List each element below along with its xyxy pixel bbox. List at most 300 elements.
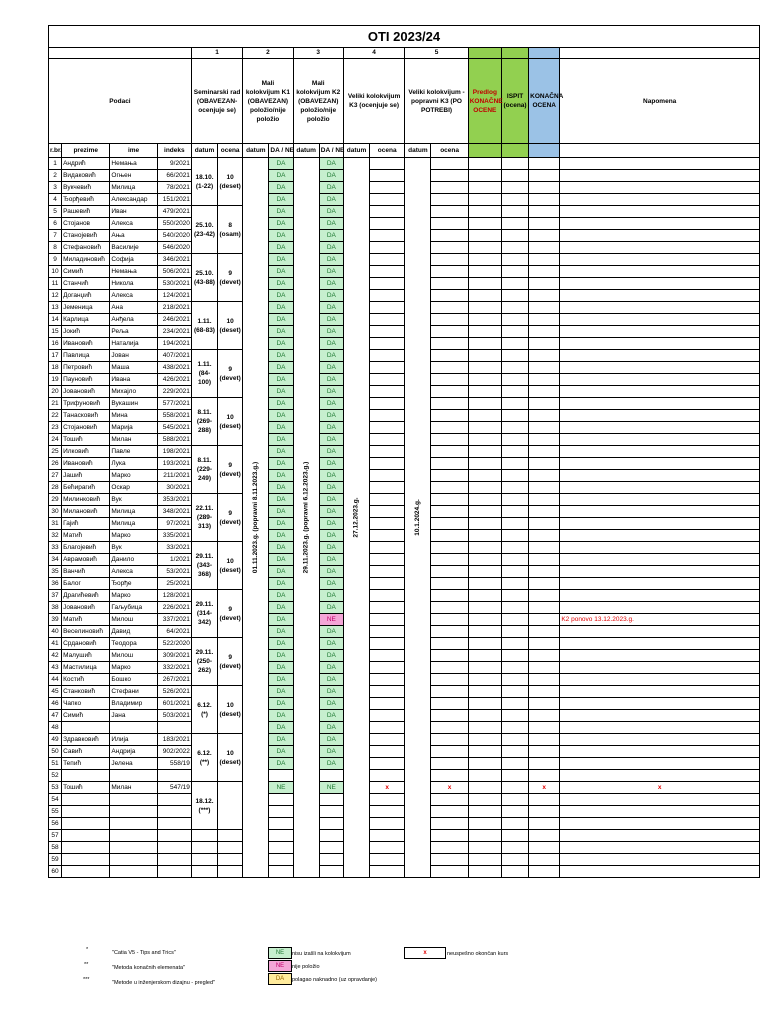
seminar-date-cell xyxy=(191,638,217,686)
table-row xyxy=(49,650,760,662)
table-row xyxy=(49,782,760,794)
k3-grade xyxy=(370,794,405,806)
note xyxy=(560,362,760,374)
seminar-grade: 9 xyxy=(228,461,232,469)
blank-cell xyxy=(218,830,243,842)
index-number xyxy=(157,806,191,818)
k2-status: DA xyxy=(319,302,343,314)
k1-status: DA xyxy=(269,626,293,638)
final-grade xyxy=(529,218,560,230)
table-row xyxy=(49,506,760,518)
legend-x-text: neuspešno okončan kurs xyxy=(447,951,509,957)
k2-status: DA xyxy=(319,194,343,206)
exam-grade xyxy=(501,194,528,206)
proposed-grade xyxy=(468,482,501,494)
table-row xyxy=(49,854,760,866)
surname: Павлица xyxy=(62,350,110,362)
note xyxy=(560,410,760,422)
index-number: 78/2021 xyxy=(157,182,191,194)
index-number: 9/2021 xyxy=(157,158,191,170)
proposed-grade xyxy=(468,566,501,578)
k3-grade xyxy=(370,326,405,338)
final-grade xyxy=(529,326,560,338)
table-row xyxy=(49,746,760,758)
k1-status: DA xyxy=(269,386,293,398)
final-grade xyxy=(529,854,560,866)
proposed-grade xyxy=(468,590,501,602)
k3p-grade xyxy=(431,626,468,638)
table-row xyxy=(49,710,760,722)
k3-grade xyxy=(370,434,405,446)
header-predlog: Predlog KONAČNE OCENE xyxy=(468,59,501,144)
k1-status: DA xyxy=(269,458,293,470)
row-number: 26 xyxy=(49,458,62,470)
seminar-grade-word: (deset) xyxy=(219,326,241,334)
seminar-date-cell xyxy=(191,158,217,206)
row-number: 44 xyxy=(49,674,62,686)
note xyxy=(560,590,760,602)
index-number: 438/2021 xyxy=(157,362,191,374)
first-name: Иван xyxy=(110,206,157,218)
first-name: Андрија xyxy=(110,746,157,758)
final-grade xyxy=(529,650,560,662)
blank-cell xyxy=(49,48,192,59)
final-grade xyxy=(529,638,560,650)
proposed-grade xyxy=(468,866,501,878)
k1-status: DA xyxy=(269,650,293,662)
final-grade xyxy=(529,578,560,590)
k3p-grade xyxy=(431,434,468,446)
table-row xyxy=(49,830,760,842)
legend-da-yellow-box: DA xyxy=(268,973,292,985)
exam-grade xyxy=(501,158,528,170)
final-grade xyxy=(529,398,560,410)
seminar-date-cell xyxy=(191,446,217,494)
row-number: 59 xyxy=(49,854,62,866)
header-napomena: Napomena xyxy=(560,59,760,144)
exam-grade xyxy=(501,758,528,770)
exam-grade xyxy=(501,662,528,674)
exam-grade xyxy=(501,422,528,434)
note xyxy=(560,218,760,230)
seminar-range: (289-313) xyxy=(196,514,213,530)
row-number: 32 xyxy=(49,530,62,542)
subheader: prezime xyxy=(62,144,110,158)
proposed-grade xyxy=(468,698,501,710)
proposed-grade xyxy=(468,182,501,194)
first-name: Милица xyxy=(110,518,157,530)
k3p-grade xyxy=(431,302,468,314)
final-grade xyxy=(529,626,560,638)
k3-grade xyxy=(370,614,405,626)
seminar-date-cell xyxy=(191,590,217,638)
proposed-grade xyxy=(468,326,501,338)
k3p-grade xyxy=(431,638,468,650)
k3-grade xyxy=(370,386,405,398)
table-row xyxy=(49,602,760,614)
k2-status: DA xyxy=(319,710,343,722)
row-number: 46 xyxy=(49,698,62,710)
index-number xyxy=(157,854,191,866)
seminar-grade-word: (devet) xyxy=(219,278,241,286)
exam-grade xyxy=(501,614,528,626)
row-number: 58 xyxy=(49,842,62,854)
exam-grade xyxy=(501,842,528,854)
k3p-grade xyxy=(431,830,468,842)
proposed-grade xyxy=(468,398,501,410)
table-row xyxy=(49,758,760,770)
k3p-grade xyxy=(431,446,468,458)
first-name: Милица xyxy=(110,506,157,518)
k3p-grade xyxy=(431,314,468,326)
row-number: 2 xyxy=(49,170,62,182)
index-number: 503/2021 xyxy=(157,710,191,722)
row-number: 1 xyxy=(49,158,62,170)
k1-status: DA xyxy=(269,194,293,206)
final-grade xyxy=(529,422,560,434)
first-name xyxy=(110,842,157,854)
first-name xyxy=(110,818,157,830)
exam-grade xyxy=(501,650,528,662)
k3-grade xyxy=(370,158,405,170)
k3p-grade xyxy=(431,554,468,566)
k3p-grade xyxy=(431,326,468,338)
index-number: 530/2021 xyxy=(157,278,191,290)
row-number: 18 xyxy=(49,362,62,374)
seminar-date: 29.11. xyxy=(195,553,214,560)
row-number: 25 xyxy=(49,446,62,458)
k2-status: DA xyxy=(319,746,343,758)
table-row xyxy=(49,626,760,638)
final-grade xyxy=(529,866,560,878)
proposed-grade xyxy=(468,842,501,854)
first-name: Марко xyxy=(110,590,157,602)
index-number: 124/2021 xyxy=(157,290,191,302)
surname xyxy=(62,722,110,734)
k2-status: DA xyxy=(319,494,343,506)
k1-status: DA xyxy=(269,182,293,194)
k3-grade xyxy=(370,818,405,830)
k3-grade xyxy=(370,650,405,662)
k1-status: DA xyxy=(269,710,293,722)
final-grade xyxy=(529,446,560,458)
seminar-grade-word: (osam) xyxy=(219,230,241,238)
k1-status xyxy=(269,818,293,830)
k2-status: DA xyxy=(319,650,343,662)
table-row xyxy=(49,578,760,590)
k1-status: DA xyxy=(269,254,293,266)
note xyxy=(560,326,760,338)
note xyxy=(560,230,760,242)
seminar-grade-cell xyxy=(218,542,243,590)
row-number: 56 xyxy=(49,818,62,830)
k2-status: DA xyxy=(319,230,343,242)
seminar-range: (250-262) xyxy=(196,658,213,674)
seminar-grade-cell xyxy=(218,446,243,494)
proposed-grade xyxy=(468,770,501,782)
k3-grade xyxy=(370,626,405,638)
k3-grade xyxy=(370,698,405,710)
k3-grade xyxy=(370,758,405,770)
first-name: Марко xyxy=(110,530,157,542)
seminar-date: 25.10. xyxy=(195,269,214,277)
seminar-grade-cell xyxy=(218,494,243,542)
k3p-grade xyxy=(431,458,468,470)
proposed-grade xyxy=(468,518,501,530)
row-number: 4 xyxy=(49,194,62,206)
surname: Тошић xyxy=(62,434,110,446)
k3p-grade xyxy=(431,710,468,722)
index-number: 558/19 xyxy=(157,758,191,770)
seminar-date: 8.11. xyxy=(197,409,212,416)
note xyxy=(560,254,760,266)
k3-grade xyxy=(370,170,405,182)
seminar-grade: 10 xyxy=(226,701,234,709)
table-row xyxy=(49,806,760,818)
proposed-grade xyxy=(468,374,501,386)
k2-status: DA xyxy=(319,398,343,410)
row-number: 10 xyxy=(49,266,62,278)
k3-grade xyxy=(370,302,405,314)
seminar-grade-cell xyxy=(218,734,243,782)
header-k1: Mali kolokvijum K1 (OBAVEZAN) položio/nije položio xyxy=(243,59,293,144)
index-number: 1/2021 xyxy=(157,554,191,566)
table-row xyxy=(49,170,760,182)
k3p-grade xyxy=(431,410,468,422)
final-grade xyxy=(529,614,560,626)
k3p-grade xyxy=(431,182,468,194)
table-row xyxy=(49,206,760,218)
k3-grade xyxy=(370,494,405,506)
legend-ne-pink-box: NE xyxy=(268,960,292,972)
k2-status: DA xyxy=(319,266,343,278)
final-grade xyxy=(529,698,560,710)
surname: Аврамовић xyxy=(62,554,110,566)
blank-cell xyxy=(191,830,217,842)
col-number: 2 xyxy=(243,48,293,59)
index-number: 558/2021 xyxy=(157,410,191,422)
first-name: Милан xyxy=(110,782,157,794)
k1-status: DA xyxy=(269,638,293,650)
table-row xyxy=(49,182,760,194)
header-seminarski: Seminarski rad (OBAVEZAN- ocenjuje se) xyxy=(191,59,242,144)
k3p-grade xyxy=(431,686,468,698)
exam-grade xyxy=(501,674,528,686)
row-number: 50 xyxy=(49,746,62,758)
surname: Рашевић xyxy=(62,206,110,218)
table-row xyxy=(49,674,760,686)
table-row xyxy=(49,470,760,482)
k1-status: DA xyxy=(269,266,293,278)
note xyxy=(560,698,760,710)
index-number: 506/2021 xyxy=(157,266,191,278)
first-name: Павле xyxy=(110,446,157,458)
exam-grade xyxy=(501,566,528,578)
final-grade xyxy=(529,830,560,842)
row-number: 16 xyxy=(49,338,62,350)
note xyxy=(560,374,760,386)
seminar-date: 29.11. xyxy=(195,649,214,656)
surname: Јовановић xyxy=(62,386,110,398)
proposed-grade xyxy=(468,578,501,590)
row-number: 38 xyxy=(49,602,62,614)
seminar-grade-cell xyxy=(218,782,243,830)
surname: Тошић xyxy=(62,782,110,794)
row-number: 7 xyxy=(49,230,62,242)
table-row xyxy=(49,242,760,254)
index-number: 211/2021 xyxy=(157,470,191,482)
note xyxy=(560,866,760,878)
row-number: 34 xyxy=(49,554,62,566)
k3p-grade xyxy=(431,542,468,554)
exam-grade xyxy=(501,470,528,482)
final-grade xyxy=(529,590,560,602)
first-name: Ивана xyxy=(110,374,157,386)
k2-status: DA xyxy=(319,458,343,470)
k2-status: DA xyxy=(319,362,343,374)
k1-status: DA xyxy=(269,158,293,170)
k3p-grade xyxy=(431,818,468,830)
exam-grade xyxy=(501,410,528,422)
index-number xyxy=(157,770,191,782)
index-number: 601/2021 xyxy=(157,698,191,710)
first-name: Немања xyxy=(110,266,157,278)
note xyxy=(560,818,760,830)
seminar-range: (314-342) xyxy=(196,610,213,626)
legend-star1: * xyxy=(86,947,89,953)
final-grade xyxy=(529,350,560,362)
final-grade xyxy=(529,290,560,302)
table-row xyxy=(49,866,760,878)
table-row xyxy=(49,590,760,602)
k3-grade xyxy=(370,686,405,698)
row-number: 36 xyxy=(49,578,62,590)
surname: Тепић xyxy=(62,758,110,770)
surname: Здравковић xyxy=(62,734,110,746)
row-number: 28 xyxy=(49,482,62,494)
k3p-grade xyxy=(431,662,468,674)
row-number: 30 xyxy=(49,506,62,518)
table-row xyxy=(49,266,760,278)
exam-grade xyxy=(501,506,528,518)
note xyxy=(560,266,760,278)
final-grade xyxy=(529,530,560,542)
proposed-grade xyxy=(468,158,501,170)
table-row xyxy=(49,842,760,854)
index-number: 128/2021 xyxy=(157,590,191,602)
seminar-date-cell xyxy=(191,254,217,302)
k1-status xyxy=(269,770,293,782)
first-name: Огњен xyxy=(110,170,157,182)
k3p-grade xyxy=(431,602,468,614)
table-row xyxy=(49,698,760,710)
k2-status: DA xyxy=(319,734,343,746)
index-number xyxy=(157,818,191,830)
first-name xyxy=(110,722,157,734)
surname: Матић xyxy=(62,614,110,626)
surname: Срдановић xyxy=(62,638,110,650)
k3-grade xyxy=(370,722,405,734)
seminar-range: (43-88) xyxy=(194,278,215,286)
table-row xyxy=(49,194,760,206)
exam-grade xyxy=(501,626,528,638)
exam-grade xyxy=(501,746,528,758)
seminar-grade-cell xyxy=(218,398,243,446)
exam-grade xyxy=(501,326,528,338)
index-number: 246/2021 xyxy=(157,314,191,326)
proposed-grade xyxy=(468,686,501,698)
proposed-grade xyxy=(468,674,501,686)
table-row xyxy=(49,302,760,314)
index-number: 97/2021 xyxy=(157,518,191,530)
k2-status: NE xyxy=(319,614,343,626)
k3p-grade xyxy=(431,794,468,806)
table-row xyxy=(49,326,760,338)
legend-ne-green-text: nisu izašli na kolokvijum xyxy=(292,951,351,957)
blank-cell xyxy=(560,48,760,59)
surname xyxy=(62,794,110,806)
table-row xyxy=(49,362,760,374)
proposed-grade xyxy=(468,854,501,866)
index-number: 550/2020 xyxy=(157,218,191,230)
k2-status: DA xyxy=(319,242,343,254)
surname: Танасковић xyxy=(62,410,110,422)
k2-status: DA xyxy=(319,206,343,218)
first-name: Наталија xyxy=(110,338,157,350)
first-name: Вук xyxy=(110,494,157,506)
subheader: datum xyxy=(243,144,269,158)
final-grade xyxy=(529,806,560,818)
k2-status: DA xyxy=(319,686,343,698)
k1-status: DA xyxy=(269,554,293,566)
k3p-grade xyxy=(431,278,468,290)
note xyxy=(560,422,760,434)
k1-status: DA xyxy=(269,410,293,422)
table-row xyxy=(49,218,760,230)
seminar-date-cell xyxy=(191,542,217,590)
header-ispit: ISPIT (ocena) xyxy=(501,59,528,144)
index-number: 309/2021 xyxy=(157,650,191,662)
k3-grade xyxy=(370,734,405,746)
k2-status: DA xyxy=(319,338,343,350)
subheader: datum xyxy=(191,144,217,158)
first-name: Василије xyxy=(110,242,157,254)
first-name: Алекса xyxy=(110,218,157,230)
final-grade xyxy=(529,566,560,578)
final-grade xyxy=(529,278,560,290)
index-number: 183/2021 xyxy=(157,734,191,746)
k3p-grade xyxy=(431,518,468,530)
seminar-grade-word: (deset) xyxy=(219,422,241,430)
k1-status: DA xyxy=(269,578,293,590)
row-number: 11 xyxy=(49,278,62,290)
row-number: 39 xyxy=(49,614,62,626)
row-number: 13 xyxy=(49,302,62,314)
k2-status: DA xyxy=(319,278,343,290)
row-number: 20 xyxy=(49,386,62,398)
k3p-grade xyxy=(431,734,468,746)
table-row xyxy=(49,794,760,806)
row-number: 47 xyxy=(49,710,62,722)
exam-grade xyxy=(501,170,528,182)
note xyxy=(560,602,760,614)
exam-grade xyxy=(501,350,528,362)
exam-grade xyxy=(501,218,528,230)
k2-status: DA xyxy=(319,422,343,434)
k1-status: DA xyxy=(269,734,293,746)
k3-grade xyxy=(370,410,405,422)
index-number: 547/19 xyxy=(157,782,191,794)
